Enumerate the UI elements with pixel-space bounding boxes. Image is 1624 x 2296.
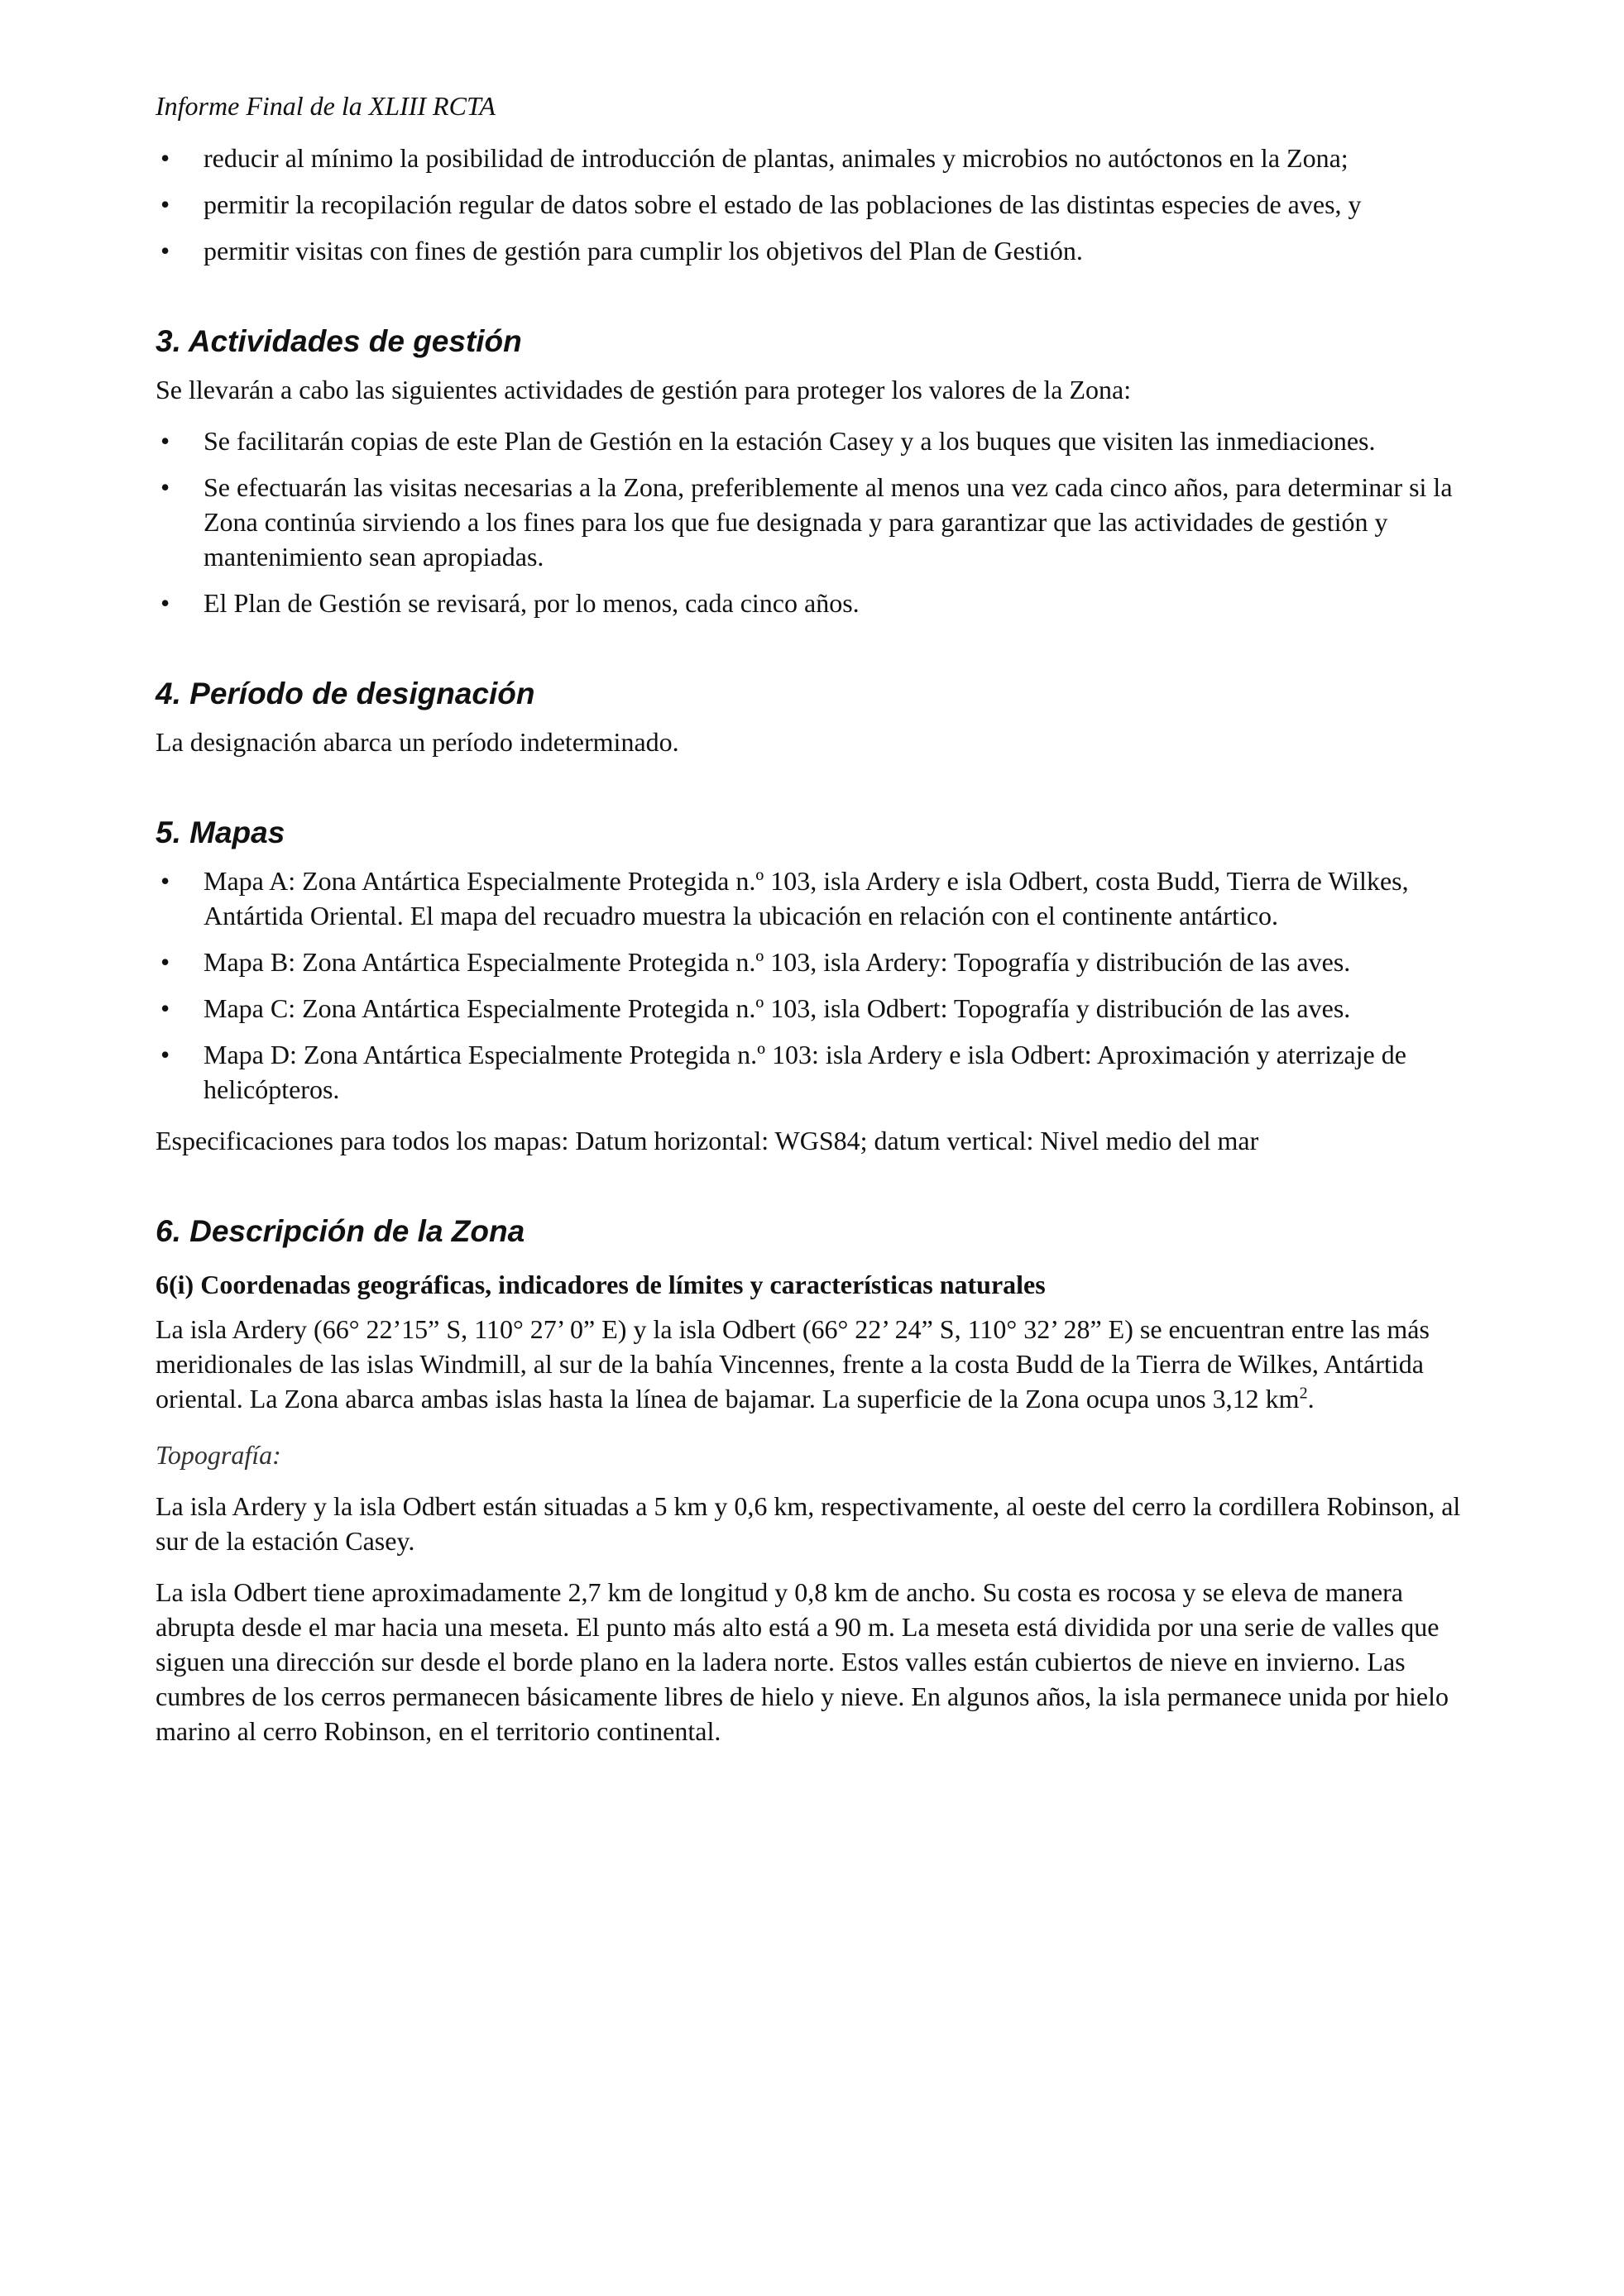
area-location-text: La isla Ardery (66° 22’15” S, 110° 27’ 0” E) y la isla Odbert (66° 22’ 24” S, 110° 32’ 28” E) se encuentran entre las más meridionales de las islas Windmill, al sur de la bahía Vincennes, frente a la costa Budd de la Tierra de Wilkes, Antártida oriental. La Zona abarca ambas islas hasta la línea de bajamar. La superficie de la Zona ocupa unos 3,12 km (156, 1314, 1430, 1413)
section-5-heading: 5. Mapas (156, 816, 285, 849)
area-location-paragraph (156, 1312, 1487, 1416)
bullet-icon: • (160, 947, 170, 977)
bullet-icon: • (160, 426, 170, 456)
section-3-intro: Se llevarán a cabo las siguientes actividades de gestión para proteger los valores de la Zona: (156, 375, 1132, 404)
section-6i-subheading: 6(i) Coordenadas geográficas, indicadores de límites y características naturales (156, 1270, 1046, 1299)
list-item (156, 863, 1487, 933)
list-item-text: El Plan de Gestión se revisará, por lo menos, cada cinco años. (204, 588, 860, 618)
bullet-icon: • (160, 143, 170, 173)
list-item (156, 945, 1487, 979)
list-item-text: Mapa B: Zona Antártica Especialmente Protegida n.º 103, isla Ardery: Topografía y distribución de las aves. (204, 947, 1351, 977)
topography-paragraph-1: La isla Ardery y la isla Odbert están situadas a 5 km y 0,6 km, respectivamente, al oeste del cerro la cordillera Robinson, al sur de la estación Casey. (156, 1491, 1461, 1556)
list-item-text: Mapa A: Zona Antártica Especialmente Protegida n.º 103, isla Ardery e isla Odbert, costa Budd, Tierra de Wilkes, Antártida Oriental. El mapa del recuadro muestra la ubicación en relación con el continente antártico. (204, 866, 1409, 930)
list-item-text: permitir la recopilación regular de datos sobre el estado de las poblaciones de las distintas especies de aves, y (204, 189, 1362, 219)
bullet-icon: • (160, 472, 170, 502)
sentence-end: . (1307, 1384, 1315, 1413)
management-activities-list (156, 423, 1487, 620)
list-item (156, 470, 1487, 574)
objectives-bullet-list (156, 141, 1487, 268)
maps-specifications: Especificaciones para todos los mapas: Datum horizontal: WGS84; datum vertical: Nivel medio del mar (156, 1126, 1259, 1155)
list-item (156, 423, 1487, 458)
bullet-icon: • (160, 236, 170, 265)
document-page (156, 89, 1487, 1765)
list-item-text: permitir visitas con fines de gestión para cumplir los objetivos del Plan de Gestión. (204, 236, 1083, 265)
list-item-text: Mapa C: Zona Antártica Especialmente Protegida n.º 103, isla Odbert: Topografía y distribución de las aves. (204, 993, 1351, 1023)
section-4-heading: 4. Período de designación (156, 677, 535, 710)
bullet-icon: • (160, 866, 170, 896)
list-item-text: reducir al mínimo la posibilidad de introducción de plantas, animales y microbios no autóctonos en la Zona; (204, 143, 1349, 173)
list-item (156, 141, 1487, 175)
list-item-text: Mapa D: Zona Antártica Especialmente Protegida n.º 103: isla Ardery e isla Odbert: Aproximación y aterrizaje de helicópteros. (204, 1040, 1406, 1104)
maps-list (156, 863, 1487, 1107)
running-header: Informe Final de la XLIII RCTA (156, 91, 496, 121)
section-4-text: La designación abarca un período indeterminado. (156, 727, 679, 757)
bullet-icon: • (160, 189, 170, 219)
topography-label: Topografía: (156, 1440, 281, 1470)
list-item (156, 991, 1487, 1026)
list-item (156, 187, 1487, 222)
bullet-icon: • (160, 588, 170, 618)
list-item (156, 586, 1487, 620)
section-3-heading: 3. Actividades de gestión (156, 324, 522, 358)
bullet-icon: • (160, 1040, 170, 1069)
list-item (156, 1037, 1487, 1107)
list-item-text: Se facilitarán copias de este Plan de Gestión en la estación Casey y a los buques que visiten las inmediaciones. (204, 426, 1376, 456)
list-item (156, 233, 1487, 268)
superscript-2: 2 (1299, 1384, 1308, 1403)
topography-paragraph-2: La isla Odbert tiene aproximadamente 2,7 km de longitud y 0,8 km de ancho. Su costa es rocosa y se eleva de manera abrupta desde el mar hacia una meseta. El punto más alto está a 90 m. La meseta está dividida por una serie de valles que siguen una dirección sur desde el borde plano en la ladera norte. Estos valles están cubiertos de nieve en invierno. Las cumbres de los cerros permanecen básicamente libres de hielo y nieve. En algunos años, la isla permanece unida por hielo marino al cerro Robinson, en el territorio continental. (156, 1577, 1449, 1746)
bullet-icon: • (160, 993, 170, 1023)
section-6-heading: 6. Descripción de la Zona (156, 1214, 525, 1248)
list-item-text: Se efectuarán las visitas necesarias a la Zona, preferiblemente al menos una vez cada cinco años, para determinar si la Zona continúa sirviendo a los fines para los que fue designada y para garantizar que las actividades de gestión y mantenimiento sean apropiadas. (204, 472, 1453, 572)
